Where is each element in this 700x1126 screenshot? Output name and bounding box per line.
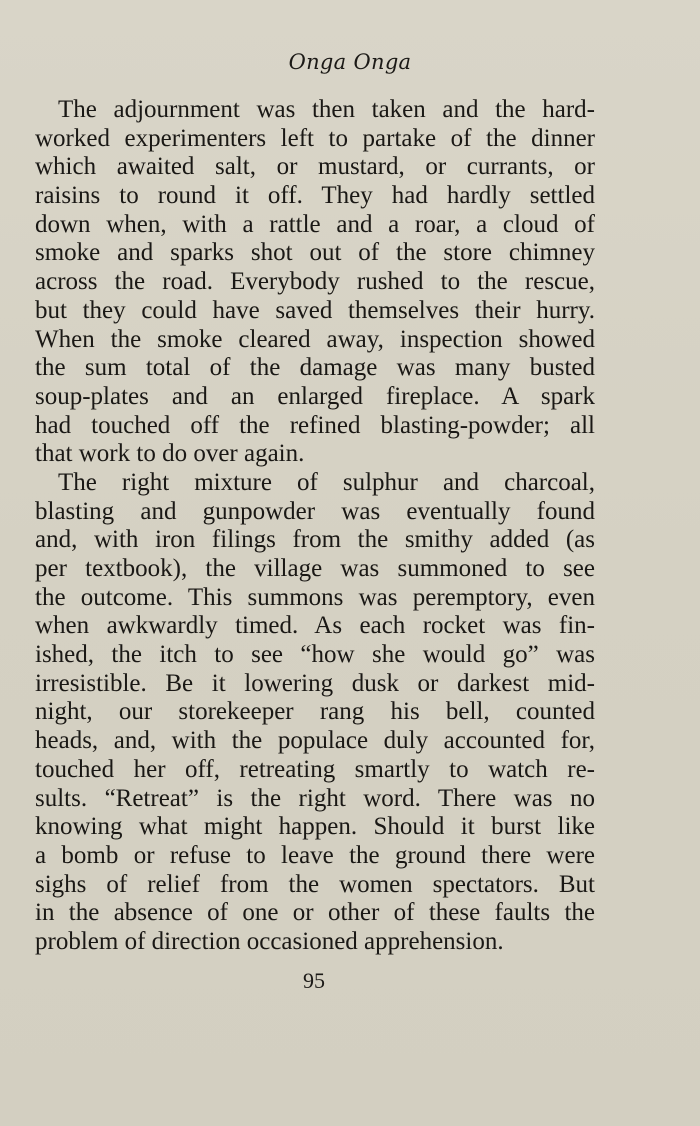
text-line: blasting and gunpowder was eventually found: [35, 497, 595, 525]
text-line: worked experimenters left to partake of the dinner: [35, 124, 595, 152]
text-line: in the absence of one or other of these faults the: [35, 899, 595, 927]
paragraph-2: [35, 469, 595, 957]
text-line: sighs of relief from the women spectators. But: [35, 870, 595, 898]
text-line: heads, and, with the populace duly accounted for,: [35, 727, 595, 755]
body-text: [35, 96, 595, 957]
text-line: When the smoke cleared away, inspection showed: [35, 325, 595, 353]
text-line: problem of direction occasioned apprehension.: [35, 927, 504, 955]
text-line: raisins to round it off. They had hardly settled: [35, 182, 595, 210]
text-line: had touched off the refined blasting-powder; all: [35, 411, 595, 439]
text-line: when awkwardly timed. As each rocket was fin-: [35, 612, 595, 640]
text-line: The right mixture of sulphur and charcoal,: [58, 468, 595, 496]
page-number: 95: [303, 968, 325, 993]
text-line: touched her off, retreating smartly to watch re-: [35, 755, 595, 783]
text-line: that work to do over again.: [35, 440, 305, 468]
text-line: the outcome. This summons was peremptory, even: [35, 583, 595, 611]
text-line: and, with iron filings from the smithy added (as: [35, 526, 595, 554]
text-line: a bomb or refuse to leave the ground there were: [35, 841, 595, 869]
paragraph-1: [35, 96, 595, 469]
text-line: The adjournment was then taken and the hard-: [58, 96, 595, 123]
text-line: night, our storekeeper rang his bell, counted: [35, 698, 595, 726]
text-line: ished, the itch to see “how she would go” was: [35, 641, 595, 669]
text-line: down when, with a rattle and a roar, a cloud of: [35, 210, 595, 238]
text-line: which awaited salt, or mustard, or currants, or: [35, 153, 595, 181]
text-line: sults. “Retreat” is the right word. There was no: [35, 784, 595, 812]
running-head: Onga Onga: [288, 50, 412, 74]
text-line: smoke and sparks shot out of the store chimney: [35, 239, 595, 267]
text-line: across the road. Everybody rushed to the rescue,: [35, 268, 595, 296]
text-line: but they could have saved themselves their hurry.: [35, 296, 595, 324]
text-line: the sum total of the damage was many busted: [35, 354, 595, 382]
text-line: soup-plates and an enlarged fireplace. A spark: [35, 382, 595, 410]
text-line: knowing what might happen. Should it burst like: [35, 813, 595, 841]
text-line: per textbook), the village was summoned to see: [35, 555, 595, 582]
text-line: irresistible. Be it lowering dusk or darkest mid-: [35, 669, 595, 697]
